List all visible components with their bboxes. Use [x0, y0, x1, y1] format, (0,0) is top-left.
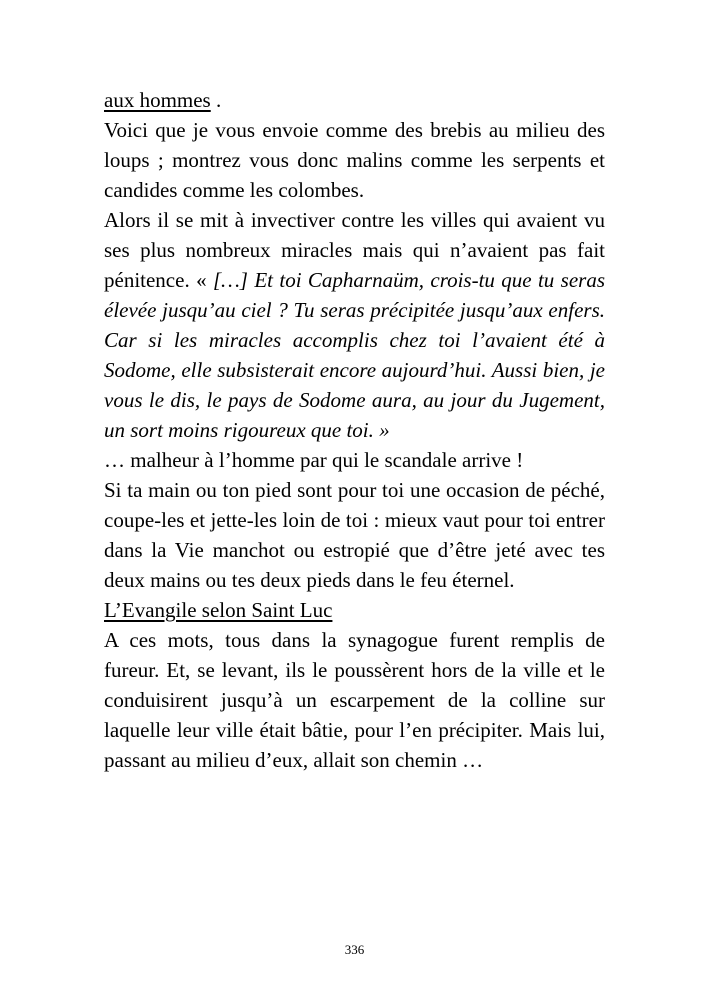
- paragraph-invective: [104, 205, 605, 445]
- underlined-heading-continuation: aux hommes: [104, 88, 211, 112]
- paragraph-malheur: … malheur à l’homme par qui le scandale arrive !: [104, 448, 524, 472]
- paragraph-main-pied: Si ta main ou ton pied sont pour toi une occasion de péché, coupe-les et jette-les loin de toi : mieux vaut pour toi entrer dans la Vie manchot ou estropié que d’être jeté avec tes deux mains ou tes deux pieds dans le feu éternel.: [104, 478, 605, 592]
- page-number: 336: [344, 942, 365, 957]
- paragraph-heading-continuation: [104, 85, 605, 115]
- paragraph-brebis: Voici que je vous envoie comme des brebis au milieu des loups ; montrez vous donc malins comme les serpents et candides comme les colombes.: [104, 118, 605, 202]
- paragraph-heading-luc: [104, 595, 605, 625]
- invective-normal-text: Alors il se mit à invectiver contre les villes qui avaient vu ses plus nombreux miracles mais qui n’avaient pas fait pénitence. «: [104, 208, 605, 292]
- invective-quote-italic: […] Et toi Capharnaüm, crois-tu que tu seras élevée jusqu’au ciel ? Tu seras précipitée jusqu’aux enfers. Car si les miracles accomplis chez toi l’avaient été à Sodome, elle subsisterait encore aujourd’hui. Aussi bien, je vous le dis, le pays de Sodome aura, au jour du Jugement, un sort moins rigoureux que toi. »: [104, 268, 606, 442]
- heading-continuation-trailing: .: [210, 88, 222, 112]
- text-block: [104, 85, 605, 775]
- paragraph-synagogue: A ces mots, tous dans la synagogue furent remplis de fureur. Et, se levant, ils le poussèrent hors de la ville et le conduisirent jusqu’à un escarpement de la colline sur laquelle leur ville était bâtie, pour l’en précipiter. Mais lui, passant au milieu d’eux, allait son chemin …: [104, 628, 605, 772]
- underlined-heading-luc: L’Evangile selon Saint Luc: [104, 598, 333, 622]
